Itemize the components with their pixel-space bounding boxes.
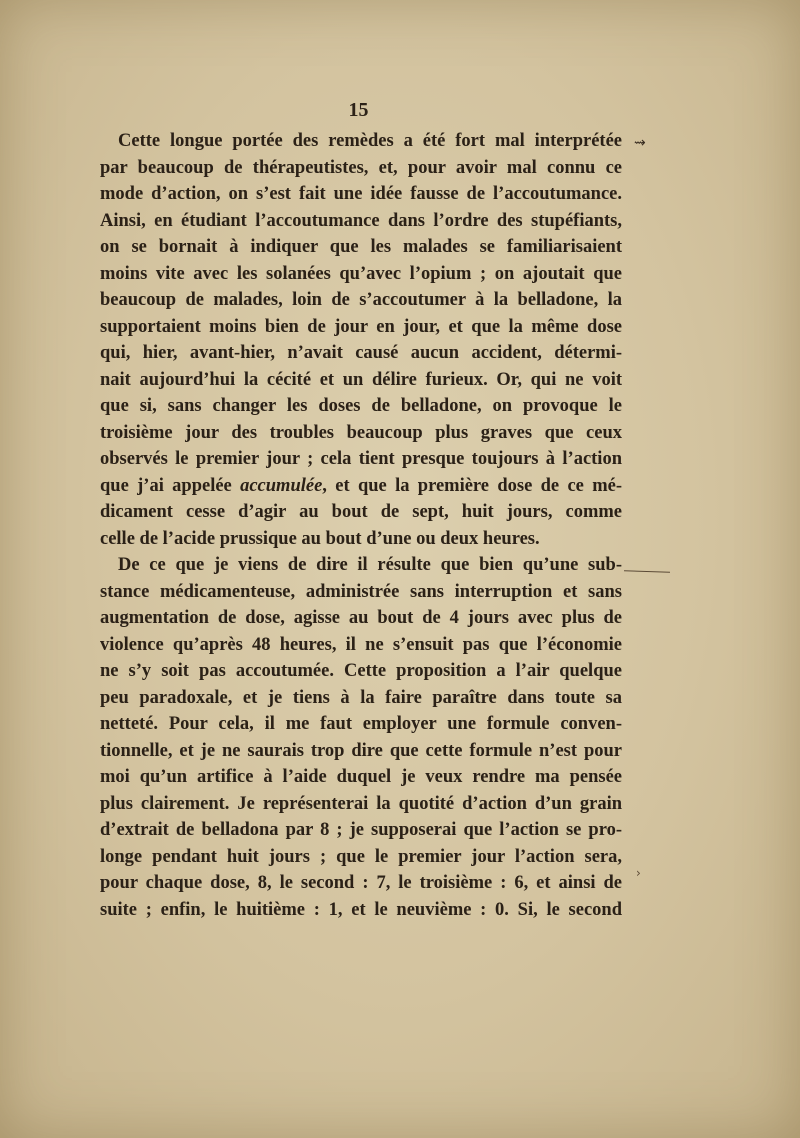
italic-term: accumulée (240, 475, 323, 496)
text-line: troisième jour des troubles beaucoup plus graves que ceux (100, 422, 622, 443)
body-text (100, 128, 622, 923)
text-line: pour chaque dose, 8, le second : 7, le troisième : 6, et ainsi de (100, 873, 622, 893)
text-line: moins vite avec les solanées qu’avec l’opium ; on ajoutait que (100, 263, 622, 284)
text-fragment: que j’ai appelée (100, 475, 241, 496)
text-line: peu paradoxale, et je tiens à la faire paraître dans toute sa (100, 687, 622, 708)
text-line: netteté. Pour cela, il me faut employer une formule conven- (100, 714, 622, 734)
text-line: beaucoup de malades, loin de s’accoutumer à la belladone, la (100, 290, 622, 310)
text-line: nait aujourd’hui la cécité et un délire furieux. Or, qui ne voit (100, 369, 622, 390)
text-line: Ainsi, en étudiant l’accoutumance dans l’ordre des stupéfiants, (100, 210, 622, 231)
text-line: supportaient moins bien de jour en jour, et que la même dose (100, 316, 622, 337)
text-line: tionnelle, et je ne saurais trop dire que cette formule n’est pour (100, 740, 622, 761)
margin-line-mark (624, 570, 670, 573)
text-line: ne s’y soit pas accoutumée. Cette proposition a l’air quelque (100, 661, 622, 681)
margin-arrow-mark: ⇝ (634, 135, 646, 151)
text-line: observés le premier jour ; cela tient presque toujours à l’action (100, 449, 622, 469)
text-line: augmentation de dose, agisse au bout de 4 jours avec plus de (100, 608, 622, 628)
text-line: suite ; enfin, le huitième : 1, et le neuvième : 0. Si, le second (100, 899, 622, 920)
text-line: De ce que je viens de dire il résulte que bien qu’une sub- (118, 555, 622, 575)
text-line: par beaucoup de thérapeutistes, et, pour avoir mal connu ce (100, 157, 622, 178)
margin-small-mark: › (636, 866, 641, 880)
text-line (100, 473, 622, 500)
text-line: on se bornait à indiquer que les malades se familiarisaient (100, 237, 622, 257)
text-line: longe pendant huit jours ; que le premier jour l’action sera, (100, 846, 622, 867)
text-line: d’extrait de belladona par 8 ; je supposerai que l’action se pro- (100, 820, 622, 840)
text-line: plus clairement. Je représenterai la quotité d’action d’un grain (100, 793, 622, 814)
text-line: violence qu’après 48 heures, il ne s’ensuit pas que l’économie (100, 634, 622, 655)
text-line: celle de l’acide prussique au bout d’une ou deux heures. (100, 528, 540, 549)
text-line: dicament cesse d’agir au bout de sept, huit jours, comme (100, 502, 622, 522)
text-line: mode d’action, on s’est fait une idée fausse de l’accoutumance. (100, 184, 622, 204)
text-line: Cette longue portée des remèdes a été fort mal interprétée (118, 131, 622, 151)
text-line: qui, hier, avant-hier, n’avait causé aucun accident, détermi- (100, 343, 622, 363)
text-line: stance médicamenteuse, administrée sans interruption et sans (100, 581, 622, 602)
page-number: 15 (348, 99, 369, 121)
text-fragment: , et que la première dose de ce mé- (322, 475, 622, 496)
text-line: moi qu’un artifice à l’aide duquel je veux rendre ma pensée (100, 767, 622, 787)
text-line: que si, sans changer les doses de belladone, on provoque le (100, 396, 622, 416)
